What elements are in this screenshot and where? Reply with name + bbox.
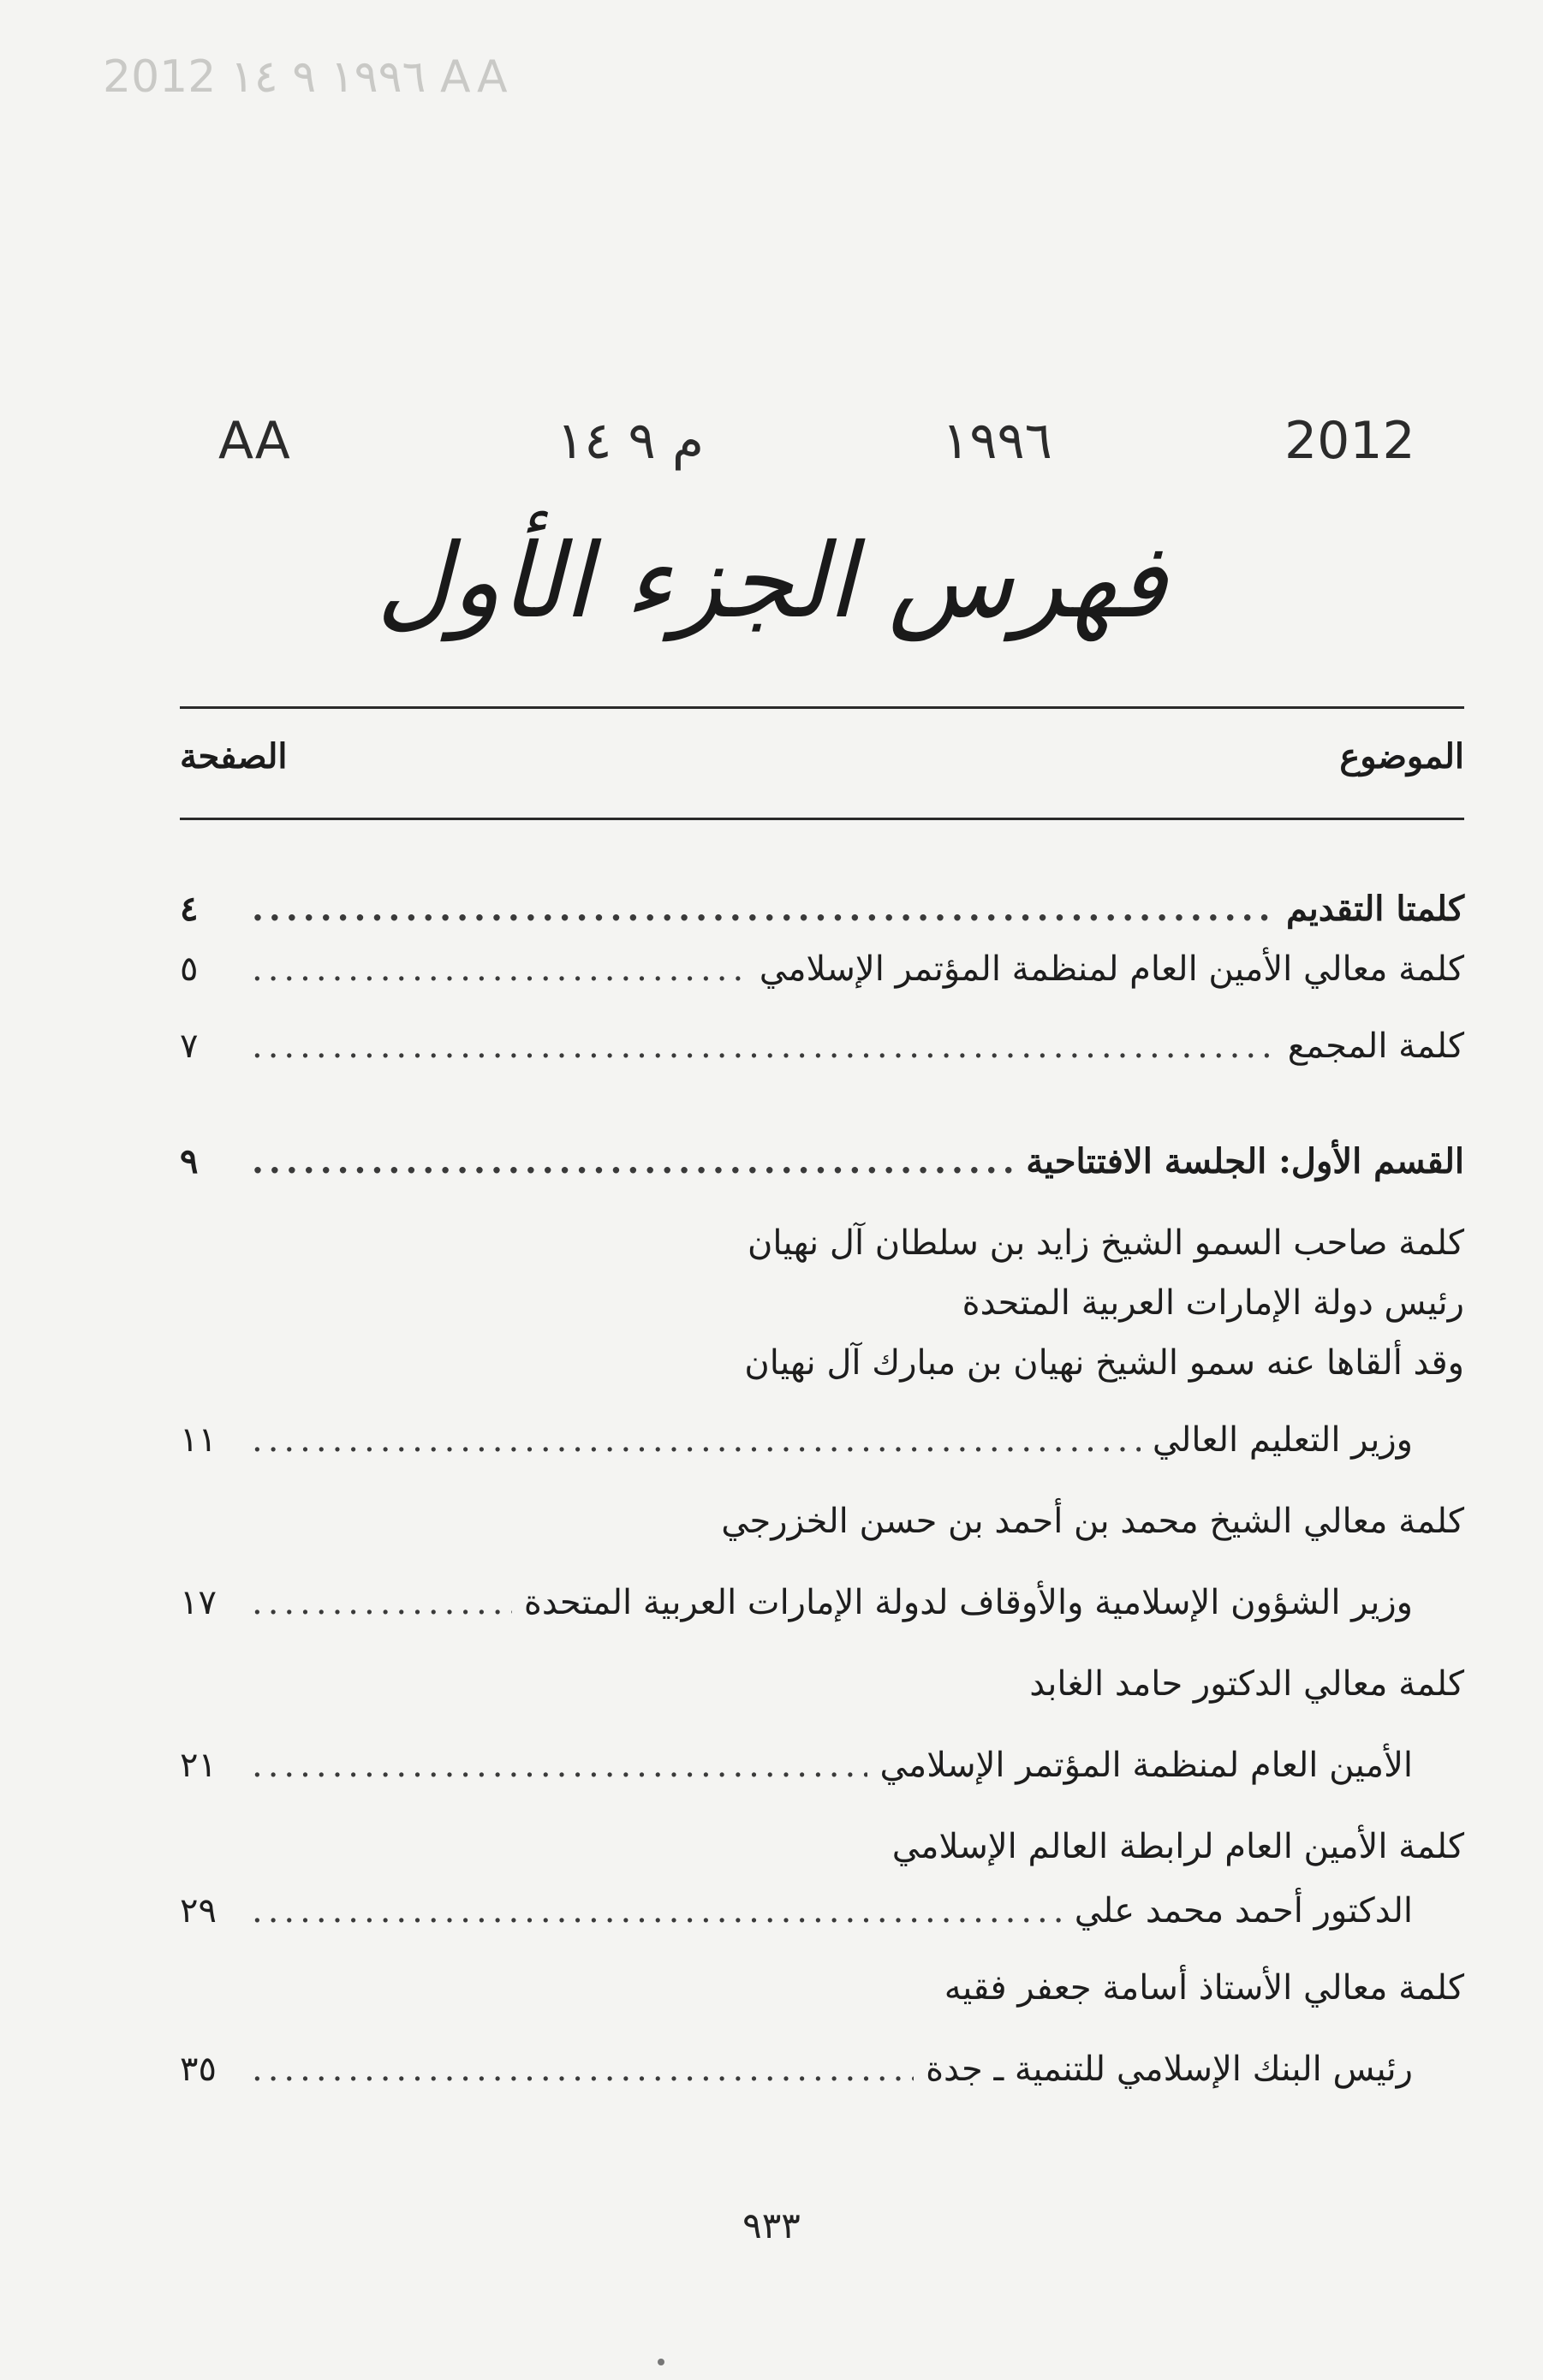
dot-leader [252, 1134, 1014, 1189]
header-top-rule [180, 706, 1464, 709]
handwritten-call-number: AA [218, 411, 290, 471]
toc-entry [180, 1819, 1464, 1874]
toc-entry-title: كلمة المجمع [1287, 1026, 1464, 1066]
toc-entry-page: ٤ [180, 889, 199, 929]
toc-entry [180, 1276, 1464, 1330]
toc-entry-title: كلمة صاحب السمو الشيخ زايد بن سلطان آل نهيان [747, 1223, 1464, 1263]
toc-entry-page: ٩ [180, 1141, 199, 1181]
scan-speck [658, 2359, 664, 2365]
toc-entry [180, 1657, 1464, 1711]
toc-entry-title: كلمة معالي الشيخ محمد بن أحمد بن حسن الخزرجي [721, 1502, 1464, 1541]
toc-entry-page: ١٧ [180, 1583, 217, 1622]
toc-entry-page: ٥ [180, 949, 199, 989]
toc-entry [180, 1738, 1464, 1793]
handwritten-year: 2012 [1284, 411, 1415, 471]
toc-entry [180, 2042, 1464, 2097]
toc-entry-page: ٢١ [180, 1746, 217, 1785]
dot-leader [252, 1738, 867, 1793]
toc-entry-page: ٣٥ [180, 2050, 217, 2089]
column-subject-label: الموضوع [1339, 736, 1464, 776]
page-title: فهرس الجزء الأول [376, 522, 1167, 641]
toc-entry-title: الدكتور أحمد محمد علي [1074, 1891, 1413, 1931]
toc-entry-title: كلمة الأمين العام لرابطة العالم الإسلامي [891, 1827, 1464, 1866]
toc-entry-page: ٧ [180, 1026, 199, 1066]
dot-leader [252, 1883, 1063, 1938]
dot-leader [252, 942, 748, 997]
toc-entry [180, 1336, 1464, 1390]
dot-leader [252, 2042, 914, 2097]
dot-leader [252, 1019, 1276, 1074]
toc-entry-page: ١١ [180, 1420, 217, 1460]
toc-entry-title: كلمة معالي الأمين العام لمنظمة المؤتمر الإسلامي [759, 949, 1464, 989]
toc-entry-title: كلمة معالي الدكتور حامد الغابد [1029, 1664, 1464, 1704]
dot-leader [252, 1575, 512, 1630]
handwritten-date: م ٩ ١٤ [557, 411, 704, 471]
toc-entry [180, 1134, 1464, 1189]
toc-entry-title: رئيس البنك الإسلامي للتنمية ـ جدة [926, 2050, 1413, 2089]
dot-leader [252, 882, 1274, 937]
header-bottom-rule [180, 818, 1464, 820]
toc-entry [180, 1961, 1464, 2015]
toc-entry-title: وقد ألقاها عنه سمو الشيخ نهيان بن مبارك آل نهيان [744, 1343, 1464, 1383]
column-page-label: الصفحة [180, 736, 288, 776]
ghost-handwriting: 2012 ١٩٩٦ ٩ ١٤ AA [103, 51, 513, 103]
toc-entry-title: كلمتا التقديم [1286, 889, 1464, 929]
dot-leader [252, 1413, 1141, 1467]
toc-entry [180, 1883, 1464, 1938]
toc-entry-title: وزير الشؤون الإسلامية والأوقاف لدولة الإمارات العربية المتحدة [523, 1583, 1413, 1622]
toc-entry-title: القسم الأول: الجلسة الافتتاحية [1026, 1141, 1464, 1181]
toc-entry [180, 1494, 1464, 1549]
toc-entry [180, 882, 1464, 937]
toc-entry [180, 1575, 1464, 1630]
handwritten-year-hijri: ١٩٩٦ [942, 411, 1052, 471]
toc-entry-page: ٢٩ [180, 1891, 217, 1931]
toc-entry [180, 1019, 1464, 1074]
toc-entry [180, 1216, 1464, 1270]
toc-entry [180, 942, 1464, 997]
toc-entry-title: رئيس دولة الإمارات العربية المتحدة [962, 1283, 1464, 1323]
toc-entry-title: الأمين العام لمنظمة المؤتمر الإسلامي [879, 1746, 1413, 1785]
toc-entry [180, 1413, 1464, 1467]
page-number: ٩٣٣ [742, 2204, 801, 2246]
toc-entry-title: كلمة معالي الأستاذ أسامة جعفر فقيه [944, 1968, 1464, 2008]
toc-entry-title: وزير التعليم العالي [1152, 1420, 1413, 1460]
